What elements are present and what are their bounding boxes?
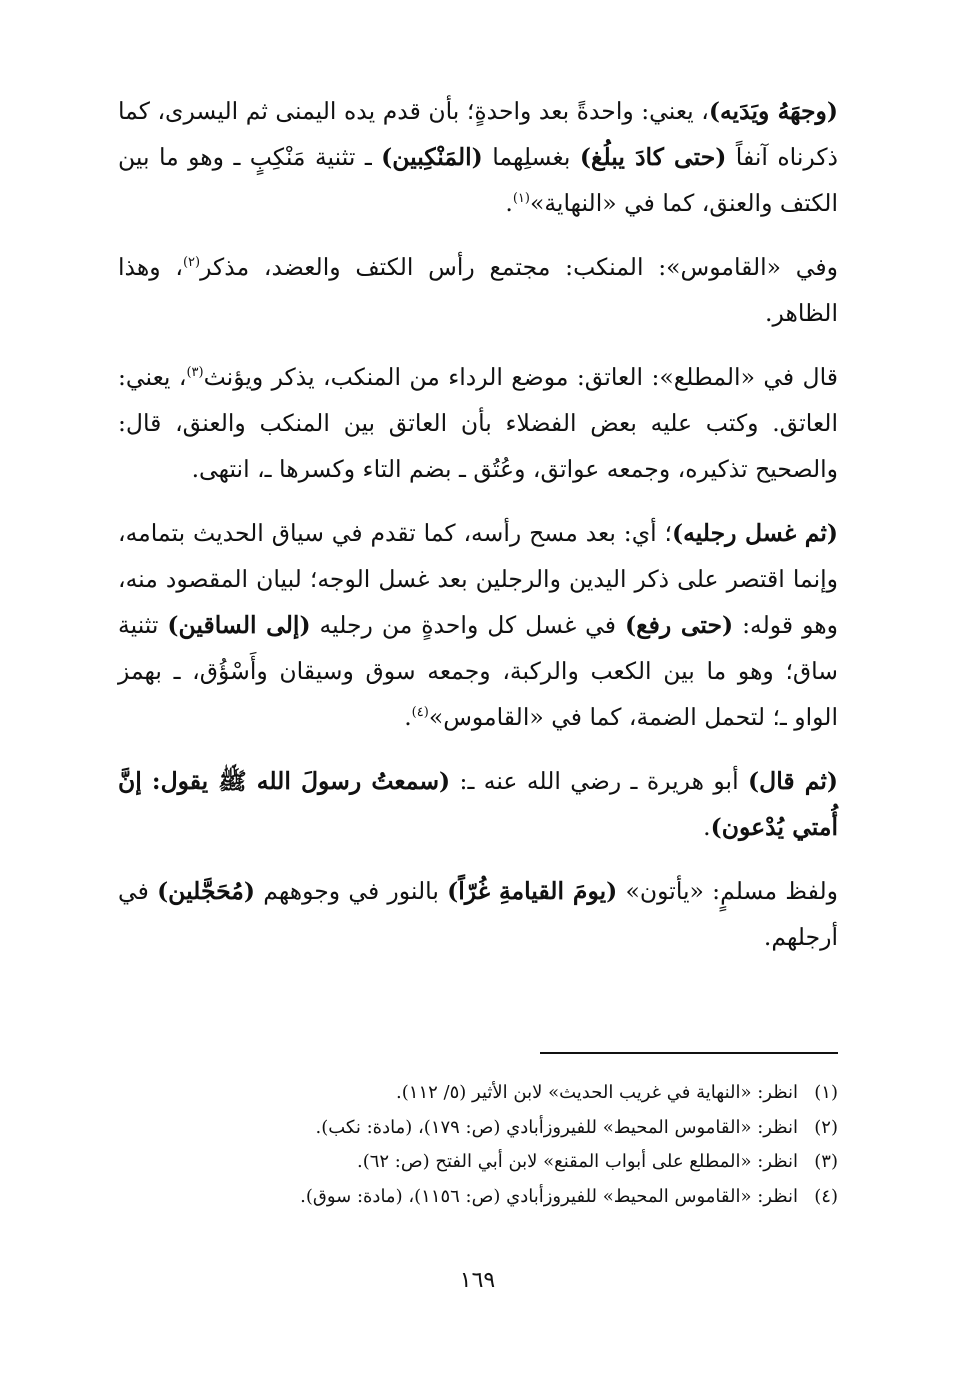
bold-quote: (ثم غسل رجليه) [672, 519, 838, 547]
text-run: في أرجلهم. [118, 877, 838, 951]
bold-quote: (سمعتُ رسولَ الله ﷺ يقول: إنَّ أُمتي يُدْعون) [118, 767, 838, 841]
paragraph-6 [118, 868, 838, 960]
text-run: . [404, 703, 412, 731]
footnote-number: (٣) [814, 1151, 838, 1172]
page-number: ١٦٩ [459, 1268, 496, 1293]
footnote-3 [118, 1145, 838, 1180]
bold-quote: (يومَ القيامةِ غُرّاً) [447, 877, 618, 905]
footnote-1 [118, 1076, 838, 1111]
text-run: أبو هريرة ـ رضي الله عنه ـ: [450, 767, 749, 795]
footnote-separator [540, 1052, 838, 1054]
bold-quote: (المَنْكِبين) [381, 143, 483, 171]
footnote-ref: (١) [512, 191, 530, 207]
bold-quote: (مُحَجَّلين) [157, 877, 255, 905]
text-run: ، يعني: العاتق. وكتب عليه بعض الفضلاء بأن العاتق بين المنكب والعنق، قال: والصحيح تذكيره، وجمعه عواتق، وعُتُق ـ بضم التاء وكسرها ـ، انتهى. [118, 363, 838, 483]
footnote-ref: (٣) [186, 365, 204, 381]
bold-quote: (حتى كادَ يبلُغ) [579, 143, 727, 171]
footnote-number: (٤) [814, 1185, 838, 1207]
paragraph-2 [118, 244, 838, 336]
paragraph-3 [118, 354, 838, 492]
footnote-ref: (٢) [182, 255, 201, 271]
footnote-number: (٢) [814, 1116, 838, 1138]
paragraph-1 [118, 88, 838, 226]
text-run: ولفظ مسلمٍ: «يأتون» [617, 877, 838, 905]
text-run: قال في «المطلع»: العاتق: موضع الرداء من المنكب، يذكر ويؤنث [203, 363, 838, 391]
bold-quote: (ثم قال) [748, 767, 839, 795]
text-run: بالنور في وجوههم [255, 877, 448, 905]
text-run: . [505, 189, 513, 217]
bold-quote: (إلى الساقين) [167, 611, 311, 639]
footnote-number: (١) [814, 1082, 838, 1103]
bold-quote: (حتى رفع) [624, 611, 734, 639]
footnote-text: انظر: «النهاية في غريب الحديث» لابن الأثير (٥/ ١١٢). [396, 1082, 798, 1103]
text-run: ـ تثنية مَنْكِبٍ ـ وهو ما بين الكتف والعنق، كما في «النهاية» [118, 143, 838, 217]
text-run: تثنية ساق؛ وهو ما بين الكعب والركبة، وجمعه سوق وسيقان وأَسْؤُق، ـ بهمز الواو ـ؛ لتحمل الضمة، كما في «القاموس» [118, 611, 838, 731]
footnote-text: انظر: «القاموس المحيط» للفيروزأبادي (ص: ١٧٩)، (مادة: نكب). [315, 1116, 798, 1138]
footnotes [118, 1076, 838, 1214]
text-run: . [703, 813, 711, 841]
bold-quote: (وجهَهُ ويَدَيه) [708, 97, 838, 125]
footnote-4 [118, 1180, 838, 1215]
paragraph-5 [118, 758, 838, 850]
text-run: ؛ أي: بعد مسح رأسه، كما تقدم في سياق الحديث بتمامه، وإنما اقتصر على ذكر اليدين والرجلين بعد غسل الوجه؛ لبيان المقصود منه، وهو قوله: [118, 519, 838, 639]
page-body [118, 88, 838, 978]
footnote-2 [118, 1111, 838, 1146]
footnote-text: انظر: «القاموس المحيط» للفيروزأبادي (ص: ١١٥٦)، (مادة: سوق). [300, 1185, 798, 1207]
footnote-text: انظر: «المطلع على أبواب المقنع» لابن أبي الفتح (ص: ٦٢). [356, 1151, 798, 1172]
text-run: ، يعني: واحدةً بعد واحدةٍ؛ بأن قدم يده اليمنى ثم اليسرى، كما ذكرناه آنفاً [118, 97, 838, 171]
text-run: وفي «القاموس»: المنكب: مجتمع رأس الكتف والعضد، مذكر [200, 253, 838, 281]
text-run: ، وهذا الظاهر. [118, 253, 838, 327]
paragraph-4 [118, 510, 838, 740]
text-run: بغسلِهما [482, 143, 580, 171]
footnote-ref: (٤) [411, 705, 429, 721]
text-run: في غسل كل واحدةٍ من رجليه [310, 611, 625, 639]
